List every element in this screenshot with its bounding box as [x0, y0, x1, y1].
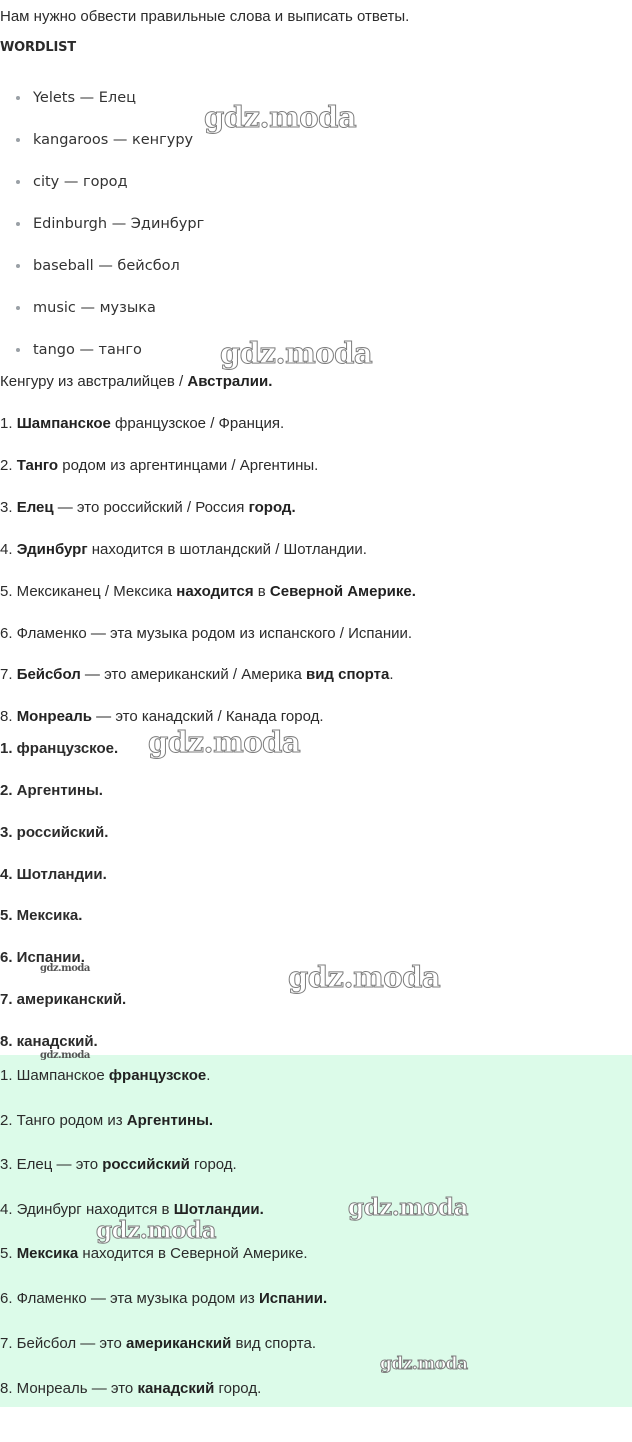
bullet-icon: [16, 348, 20, 352]
bold-text: Австралии.: [187, 373, 273, 390]
sentence-line: 5. Мексиканец / Мексика находится в Северной Америке.: [0, 583, 416, 600]
wordlist-title: WORDLIST: [0, 40, 76, 55]
full-answer: 3. Елец — это российский город.: [0, 1156, 237, 1173]
full-answer: 5. Мексика находится в Северной Америке.: [0, 1245, 308, 1262]
bold-text: французское: [108, 1067, 207, 1084]
bold-text: Эдинбург: [16, 541, 88, 558]
bold-text: город.: [248, 499, 296, 516]
full-answer: 4. Эдинбург находится в Шотландии.: [0, 1201, 264, 1218]
bold-text: российский: [102, 1156, 190, 1173]
bullet-icon: [16, 222, 20, 226]
bold-text: Северной Америке.: [269, 583, 416, 600]
answer-box: [0, 1055, 632, 1407]
bullet-icon: [16, 180, 20, 184]
sentence-line: Кенгуру из австралийцев / Австралии.: [0, 373, 273, 390]
watermark-logo: gdz.moda: [348, 1194, 468, 1221]
short-answer: 3. российский.: [0, 824, 109, 841]
bold-text: канадский: [137, 1380, 215, 1397]
sentence-line: 3. Елец — это российский / Россия город.: [0, 499, 296, 516]
full-answer: 6. Фламенко — эта музыка родом из Испании.: [0, 1290, 328, 1307]
short-answer: 7. американский.: [0, 991, 127, 1008]
bullet-icon: [16, 306, 20, 310]
bold-text: Аргентины.: [126, 1112, 214, 1129]
watermark-logo: gdz.moda: [96, 1217, 216, 1244]
sentence-line: 6. Фламенко — эта музыка родом из испанского / Испании.: [0, 625, 413, 642]
bold-text: вид спорта: [305, 666, 390, 683]
bold-text: Танго: [16, 457, 59, 474]
sentence-line: 4. Эдинбург находится в шотландский / Шотландии.: [0, 541, 367, 558]
short-answer: 6. Испании.: [0, 949, 85, 966]
bold-text: американский: [125, 1335, 232, 1352]
short-answer: 8. канадский.: [0, 1033, 98, 1050]
short-answer: 5. Мексика.: [0, 907, 83, 924]
bold-text: Шампанское: [16, 415, 111, 432]
bold-text: Бейсбол: [16, 666, 81, 683]
bold-text: находится: [176, 583, 254, 600]
short-answer: 4. Шотландии.: [0, 866, 107, 883]
full-answer: 8. Монреаль — это канадский город.: [0, 1380, 262, 1397]
watermark-logo: gdz.moda: [40, 963, 90, 974]
bullet-icon: [16, 96, 20, 100]
bold-text: Испании.: [258, 1290, 328, 1307]
short-answer: 1. французское.: [0, 740, 119, 757]
sentence-line: 7. Бейсбол — это американский / Америка вид спорта.: [0, 666, 394, 683]
full-answer: 7. Бейсбол — это американский вид спорта.: [0, 1335, 316, 1352]
sentence-line: 8. Монреаль — это канадский / Канада город.: [0, 708, 324, 725]
bold-text: Монреаль: [16, 708, 93, 725]
sentence-line: 1. Шампанское французское / Франция.: [0, 415, 285, 432]
watermark-logo: gdz.moda: [40, 1050, 90, 1061]
full-answer: 1. Шампанское французское.: [0, 1067, 211, 1084]
bold-text: Мексика: [16, 1245, 79, 1262]
watermark-logo: gdz.moda: [380, 1354, 468, 1374]
watermark-logo: gdz.moda: [220, 336, 373, 370]
bullet-icon: [16, 264, 20, 268]
bold-text: Елец: [16, 499, 54, 516]
bullet-icon: [16, 138, 20, 142]
full-answer: 2. Танго родом из Аргентины.: [0, 1112, 214, 1129]
watermark-logo: gdz.moda: [288, 960, 441, 994]
watermark-logo: gdz.moda: [148, 725, 301, 759]
intro-text: Нам нужно обвести правильные слова и выписать ответы.: [0, 8, 410, 25]
watermark-logo: gdz.moda: [204, 100, 357, 134]
bold-text: Шотландии.: [173, 1201, 264, 1218]
short-answer: 2. Аргентины.: [0, 782, 103, 799]
sentence-line: 2. Танго родом из аргентинцами / Аргентины.: [0, 457, 319, 474]
